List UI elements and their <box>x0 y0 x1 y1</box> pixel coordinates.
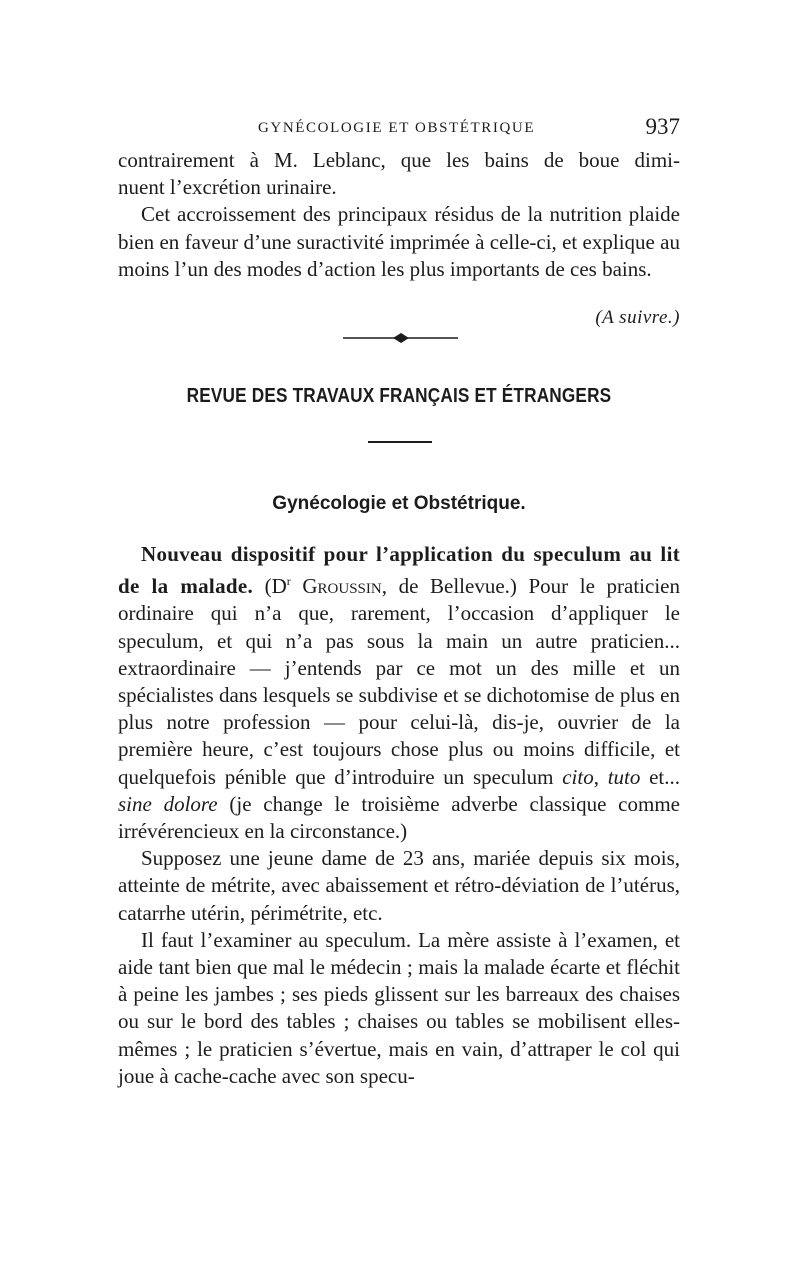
continued-line-1: contrairement à M. Leblanc, que les bains de boue dimi- <box>118 148 680 172</box>
to-be-continued-note: (A suivre.) <box>595 307 680 328</box>
article-paragraph-1 <box>118 541 680 845</box>
paragraph-1-text-a: Pour le praticien ordinaire qui n’a que, rarement, l’occasion d’appliquer le speculum, et qui n’a pas sous la main un autre praticien... extraordinaire — j’entends par ce mot un des mille et un spécialistes dans lesquels se subdivise et se dichotomise de plus en plus notre profession — pour celui-là, dis-je, ouvrier de la première heure, c’est toujours chose plus ou moins difficile, et quelquefois pénible que d’introduire un speculum <box>118 574 680 789</box>
running-head <box>118 114 680 144</box>
author-prefix: (D <box>253 574 287 599</box>
author-name: Groussin <box>290 574 382 599</box>
comma: , <box>593 764 608 789</box>
et-text: et... <box>640 764 681 789</box>
page-number: 937 <box>645 114 680 139</box>
section-title: REVUE DES TRAVAUX FRANÇAIS ET ÉTRANGERS <box>186 385 612 407</box>
article-paragraph-3: Il faut l’examiner au speculum. La mère assiste à l’examen, et aide tant bien que mal le médecin ; mais la malade écarte et fléchit à peine les jambes ; ses pieds glissent sur les barreaux des chaises ou sur le bord des tables ; chaises ou tables se mobilisent elles-mêmes ; le praticien s’évertue, mais en vain, d’attraper le col qui joue à cache-cache avec son specu- <box>118 927 680 1088</box>
article-title: Nouveau dispositif pour l’application du speculum au lit de la malade. <box>118 542 680 599</box>
paragraph-1-text-b: (je change le troisième adverbe classique comme irrévérencieux en la circonstance.) <box>118 791 680 844</box>
continued-text <box>118 147 680 283</box>
author-suffix: , de Bellevue.) <box>381 574 517 599</box>
article-paragraph-2: Supposez une jeune dame de 23 ans, mariée depuis six mois, atteinte de métrite, avec abaissement et rétro-déviation de l’utérus, catarrhe utérin, périmétrite, etc. <box>118 846 680 925</box>
latin-sine-dolore: sine dolore <box>118 791 218 816</box>
running-title: GYNÉCOLOGIE ET OBSTÉTRIQUE <box>258 120 536 136</box>
section-rule <box>368 441 432 443</box>
article-body <box>118 541 680 1090</box>
latin-cito: cito <box>562 764 594 789</box>
author-title-sup: r <box>286 574 291 589</box>
latin-tuto: tuto <box>607 764 641 789</box>
ornament-divider <box>343 330 458 346</box>
continued-line-2: nuent l’excrétion urinaire. <box>118 175 337 200</box>
subsection-title: Gynécologie et Obstétrique. <box>272 493 526 514</box>
continued-paragraph: Cet accroissement des principaux résidus de la nutrition plaide bien en faveur d’une suractivité imprimée à celle-ci, et explique au moins l’un des modes d’action les plus importants de ces bains. <box>118 202 680 281</box>
